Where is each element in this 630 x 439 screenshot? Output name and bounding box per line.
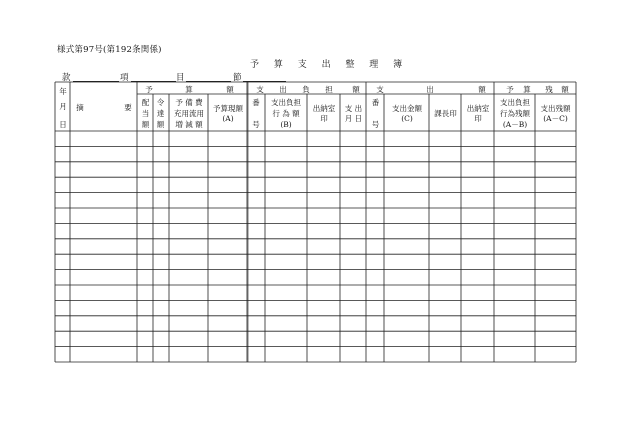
header-section-chief-seal: 課長印 <box>434 109 457 118</box>
header-date-year: 年 <box>59 87 67 96</box>
group-budget-1: 予 <box>145 85 153 94</box>
header-summary-2: 要 <box>124 103 132 112</box>
header-date-day: 日 <box>59 120 67 129</box>
header-summary-1: 摘 <box>76 103 84 112</box>
group-budget-2: 算 <box>185 85 193 94</box>
header-date-month: 月 <box>59 102 67 111</box>
form-number: 様式第97号(第192条関係) <box>57 45 162 55</box>
document-title: 予 算 支 出 整 理 簿 <box>250 60 409 70</box>
group-budget-3: 額 <box>226 85 234 94</box>
